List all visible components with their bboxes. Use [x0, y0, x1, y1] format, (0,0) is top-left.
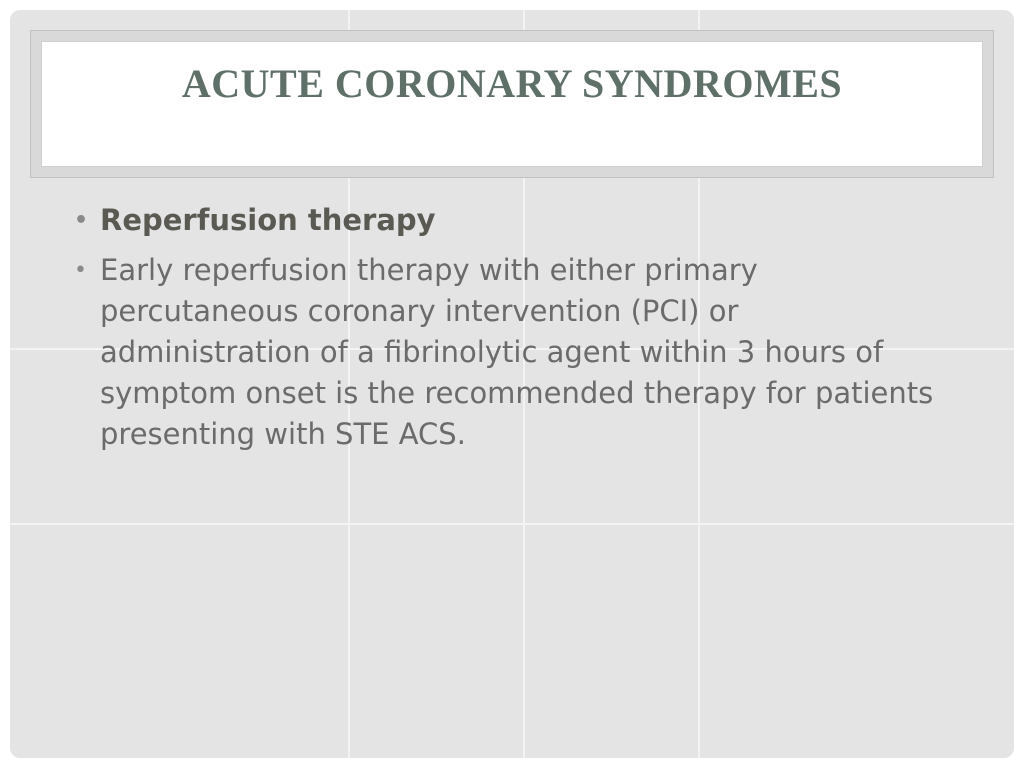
- slide: [10, 10, 1014, 758]
- bullet-text: Early reperfusion therapy with either primary percutaneous coronary intervention (PCI) or administration of a fibrinolytic agent within 3 hours of symptom onset is the recommended therapy for patients presenting with STE ACS.: [100, 253, 934, 451]
- bullet-icon: •: [74, 208, 89, 233]
- bullet-item: [70, 200, 950, 241]
- background-grid-line: [10, 523, 1014, 525]
- bullet-list: [70, 200, 950, 464]
- bullet-item: [70, 250, 950, 455]
- title-box: [41, 41, 983, 167]
- bullet-icon: •: [74, 258, 87, 283]
- bullet-text: Reperfusion therapy: [100, 203, 436, 237]
- title-frame: [30, 30, 994, 178]
- slide-title: ACUTE CORONARY SYNDROMES: [181, 61, 843, 106]
